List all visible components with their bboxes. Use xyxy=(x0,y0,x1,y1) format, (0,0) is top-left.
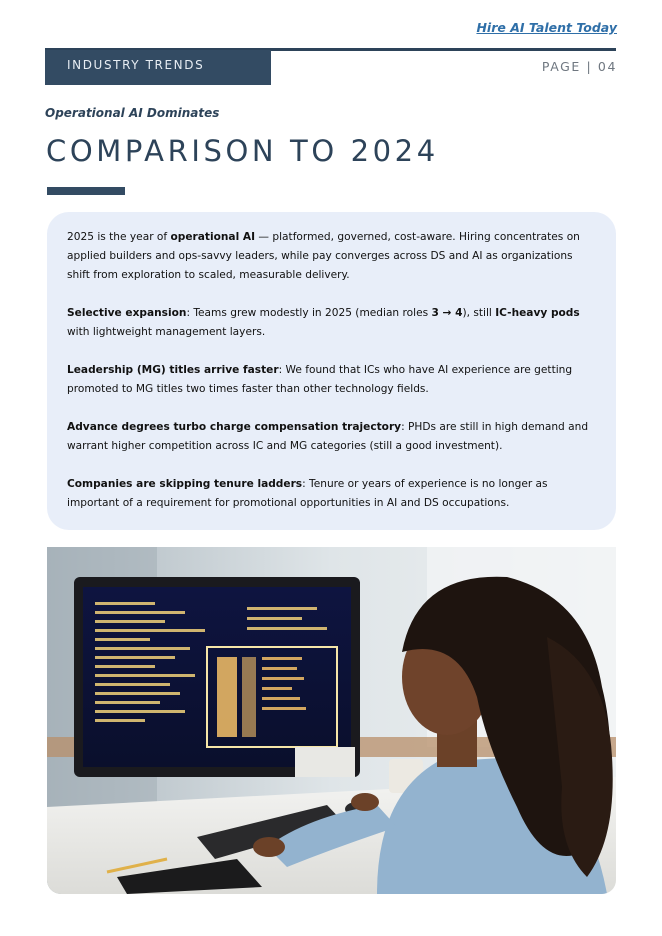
title-accent-bar xyxy=(47,187,125,195)
hire-ai-talent-link[interactable]: Hire AI Talent Today xyxy=(476,20,617,35)
summary-card xyxy=(47,212,616,530)
leadership-paragraph: Leadership (MG) titles arrive faster: We found that ICs who have AI experience are getting promoted to MG titles two times faster than other technology fields. xyxy=(67,364,573,395)
intro-paragraph: 2025 is the year of operational AI — platformed, governed, cost-aware. Hiring concentrates on applied builders and ops-savvy leaders, while pay converges across DS and AI as organizations shift from exploration to scaled, measurable delivery. xyxy=(67,231,580,281)
tenure-paragraph: Companies are skipping tenure ladders: Tenure or years of experience is no longer as important of a requirement for promotional opportunities in AI and DS occupations. xyxy=(67,478,548,509)
office-photo xyxy=(47,547,616,894)
advanced-degrees-paragraph: Advance degrees turbo charge compensation trajectory: PHDs are still in high demand and warrant higher competition across IC and MG categories (still a good investment). xyxy=(67,421,589,452)
selective-expansion-paragraph: Selective expansion: Teams grew modestly in 2025 (median roles 3 → 4), still IC-heavy pods with lightweight management layers. xyxy=(67,307,580,338)
page-title: COMPARISON TO 2024 xyxy=(46,134,439,168)
page-number: PAGE | 04 xyxy=(541,59,617,74)
section-kicker: Operational AI Dominates xyxy=(45,106,220,120)
section-tab: INDUSTRY TRENDS xyxy=(45,50,271,85)
